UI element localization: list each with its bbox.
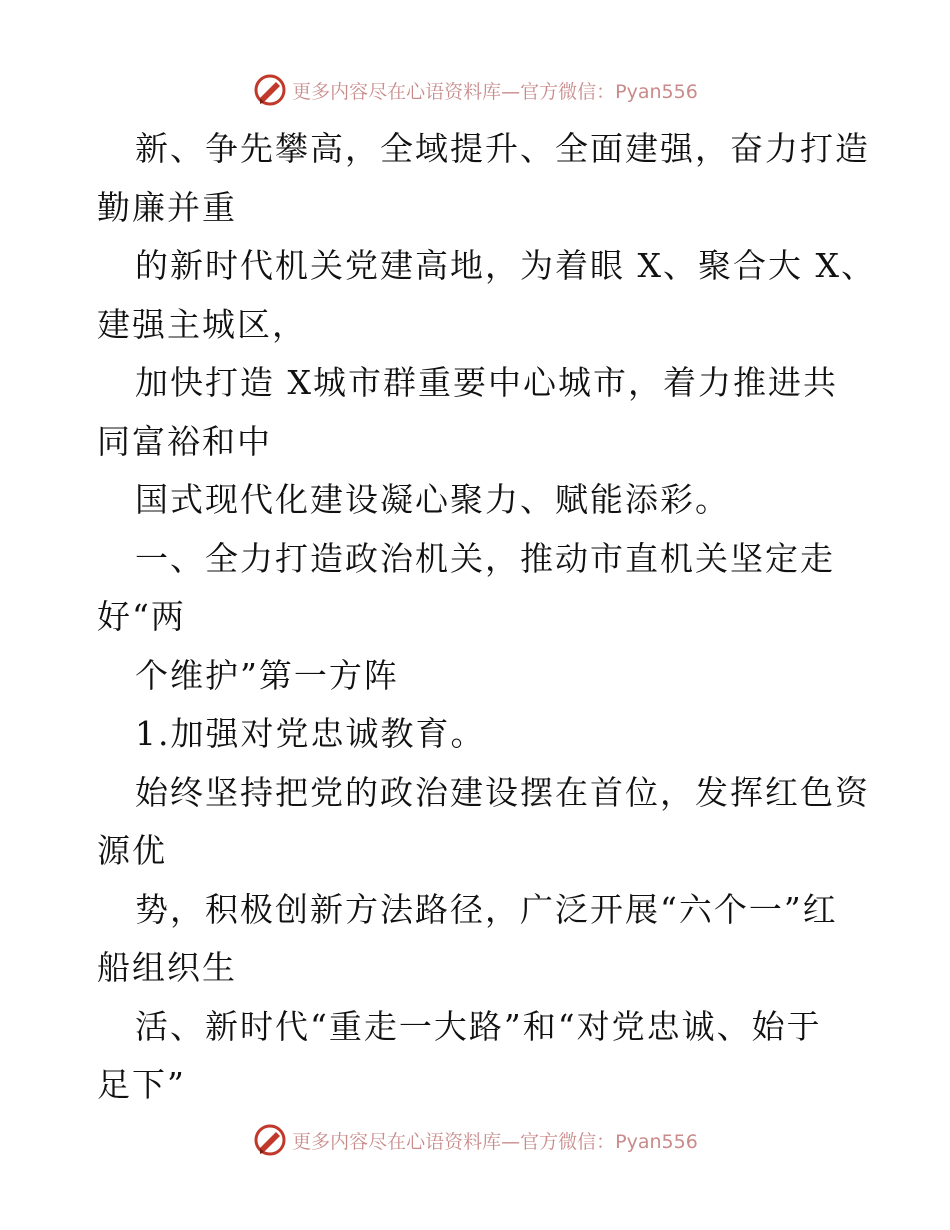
text-line: 同富裕和中 xyxy=(97,421,272,461)
document-body xyxy=(97,120,876,1115)
text-line: 加快打造 X城市群重要中心城市，着力推进共 xyxy=(135,363,838,402)
header-banner xyxy=(0,70,950,110)
text-line: 的新时代机关党建高地，为着眼 X、聚合大 X、 xyxy=(135,246,876,285)
text-line: 好“两 xyxy=(97,597,186,636)
text-line: 建强主城区， xyxy=(97,304,307,344)
pen-logo-icon xyxy=(252,1122,288,1158)
section-heading: 一、全力打造政治机关，推动市直机关坚定走 xyxy=(135,538,835,578)
footer-banner xyxy=(0,1120,950,1160)
subsection-heading: 1.加强对党忠诚教育。 xyxy=(135,714,486,753)
text-line: 源优 xyxy=(97,831,167,870)
text-line: 新、争先攀高，全域提升、全面建强，奋力打造 xyxy=(135,129,870,168)
text-line: 始终坚持把党的政治建设摆在首位，发挥红色资 xyxy=(135,772,870,812)
text-line: 国式现代化建设凝心聚力、赋能添彩。 xyxy=(135,480,730,519)
banner-text: 更多内容尽在心语资料库—官方微信：Pyan556 xyxy=(292,80,698,103)
text-line: 勤廉并重 xyxy=(97,187,237,227)
text-line: 个维护”第一方阵 xyxy=(135,655,399,695)
banner-text: 更多内容尽在心语资料库—官方微信：Pyan556 xyxy=(292,1130,698,1153)
text-line: 势，积极创新方法路径，广泛开展“六个一”红 xyxy=(135,889,838,929)
text-line: 足下” xyxy=(97,1065,186,1104)
text-line: 船组织生 xyxy=(97,948,237,987)
pen-logo-icon xyxy=(252,72,288,108)
text-line: 活、新时代“重走一大路”和“对党忠诚、始于 xyxy=(135,1006,822,1046)
